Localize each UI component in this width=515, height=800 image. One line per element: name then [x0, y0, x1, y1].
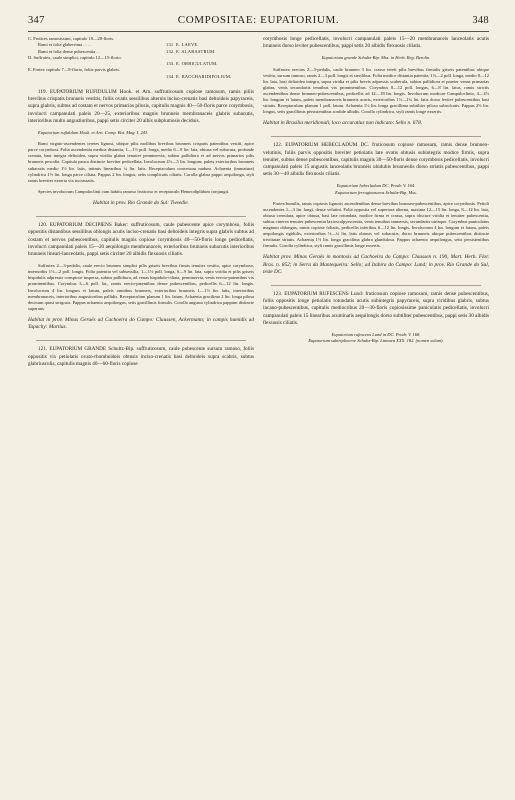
two-column-text	[28, 36, 489, 368]
key-row: Rami et folia dense pubescentia . . 132. E. ALABASTRUM.	[38, 48, 216, 54]
right-column	[263, 36, 489, 368]
key-row: 134. E. BACCHARIDIFOLIUM.	[166, 73, 232, 79]
species-121-diagnosis-cont: corymbosis longe pedicellatis, involucri campanulati paleis 15—20 membranaceis lanceolatis acutis brunneis dorso leviter pubescentibus, pappi setis 20 albidis flexuosis ciliatis.	[263, 36, 489, 50]
species-119-description: Rami virgato-ascendentes teretes lignosi, ubique pilis mollibus brevibus brunneis crispatis patentibus vestiti, apice parce corymbosi. Folia ascendentia medioa distantia, 1—1½ poll. longa, medio 6—9 lin. lata, obtusa vel subacuta, profunde crenata, basi integra deltoidea, supra viridia glabra tenuiter penninervia, subtus pallidiora et ad nervos primarios pilis brunneis pexodia. Capitula pauca distincte breviter pedicellata. Involucrum 4½—5 lin. longum; paleis exterioribus brunneis subacutis medio 1½ lin. latis, intimis linearibus ¼ lin. latis. Receptaculum convexum nudum. Achaenia (immatura) cylindrica 1½ lin. longa parce ciliata. Pappus 2 lin. longus, setis complicatis ciliatis. Corolla glabra pappo aequilonga, styli ramis breviter exserta vix incrassatis.	[28, 141, 254, 183]
running-title: COMPOSITAE: EUPATORIUM.	[177, 14, 340, 26]
key-row: 133. E. ORBICULATUM.	[166, 61, 218, 67]
species-120-description: Suffrutex 2—3-pedalis, caule erecto brunneo simplici pilis griseis brevibus firmis tenuiter vestito, apice corymboso, internodiis 1½—2 poll. longis. Folia patentia vel subsessilia, 1—1½ poll. longa, 6—9 lin. lata, supra viridia et pilis griseis hispidulis adpressis conspicue inspersa, subtus pallidiora, ad venas hispidulo-ciliata, penninervia, venis erecto-patentibus vix prominentibus. Corymbus 3—6 poll. lat., ramis erecto-patentibus dense pubescentibus, pedicellis 6—12 lin. longis. Involucrum 4 lin. longum et latum, paleis omnibus brunneis, exterioribus brunneis 1—1½ lin. latis, interioribus membranaceis, interioribus angustioribus pallidis. Receptaculum planum 1 lin. latum. Achaenia gracilima 2 lin. longa pilosa deorsum quasi strigosis. Pappus achaenio aequilongus, setis gracillimis firmulis. Corolla angusta cylindrica pappum distincte superans.	[28, 263, 254, 311]
species-121-habitat: Habitat in Brasilia meridionali, loco accuratius non indicato: Sello n. 678.	[263, 120, 423, 127]
species-122-synonym-1: Eupatorium hebecladum DC. Prodr. V. 164.	[336, 183, 416, 189]
species-119-diagnosis: 119. EUPATORIUM RUFIDULUM Hook. et Arn. suffruticosum copiose ramosum, ramis piliis brevibus crispatis brunneis vestitis, foliis ovatis sessilibus alternis inciso-crenatis basi deltoideis papyraceis, supra glabris, subtus ad costam et nervos primarios pilosis, capitulis magnis 40—50-floris parce corymbosis, involucri campanulati paleis 20—25, exterioribus magnis brunneis membranaceis glabris subacutis, interioribus multo angustioribus, pappi setis circiter 20 albis subplumosis deciduis.	[28, 89, 254, 124]
left-page-number: 347	[28, 15, 45, 26]
species-121-diagnosis-start: 121. EUPATORIUM GRANDE Schultz-Bip. suffruticosum, caule pubescente sursum ramoso, foliis oppositis vix petiolatis ovato-rhomboideis obtusis inciso-crenatis basi deltoideis supra scabris, subtus glabriusculis, capitulis magnis 40—60-floris copiose	[28, 346, 254, 367]
right-page-number: 348	[472, 15, 489, 26]
header-rule	[28, 31, 489, 32]
species-120-diagnosis: 120. EUPATORIUM DECIPIENS Baker: suffruticosum, caule pubescente apice corymboso, foliis oppositis distantibus sessilibus oblongis acutis inciso-crenatis basi deltoideis integris supra glabris subtus ad costam et nervos pubescentibus, capitulis magnis copiose corymbosis 40—50-floris longe pedicellatis, involucri campanulati paleis 15—20 aequilongis membranaceis, exterioribus brunneis subacutis interioribus brunneis lineari-lanceolatis, pappi setis circiter 20 albidis flexuosis ciliatis.	[28, 222, 254, 257]
key-row: C. Frutices ramosissimi, capitulo 10—20-floris.	[28, 36, 115, 41]
species-122-diagnosis: 122. EUPATORIUM HEBECLADUM DC. fruticosum copiose ramosum, ramis dense brunneo-velutinis, foliis parvis oppositis breviter petiolatis late ovatis obtusis subintegris modice firmis, supra tenuiter, subtus dense pubescentibus, capitulis magnis 30—50-floris dense corymbosis pedicellatis, involucri campanulati paleis 15 angustis lanceolatis brunneis ubidubis brunneolis dorso striatis pubescentibus, pappi setis 30—40 albidis flexuosis ciliatis.	[263, 142, 489, 178]
species-123-diagnosis: 123. EUPATORIUM RUFESCENS Lund: fruticosum copiose ramosum, ramis dense pubescentibus, foliis oppositis longe petiolatis rotundatis acutis subintegris papyraceis, supra viridibus glabris, subtus incano-pubescentibus, capitulis mediocribus 20—30-floris copiosissime paniculatis pedicellatis, involucri campanulati paleis 15 linearibus acuminatis aequilongis dorso subtiliter pubescentibus, pappi setis 30 albidis flexuosis ciliatis.	[263, 291, 489, 326]
species-122-synonym-2: Eupatorium ferruginascens Schultz-Bip. Mss.	[335, 189, 417, 195]
species-119-synonym: Eupatorium rufidulum Hook. et Arn. Comp. Bot. Mag. I. 243.	[38, 130, 149, 136]
species-120-habitat: Habitat in prov. Minas Geraës ad Cachoeira do Campo: Claussen, Ackermann; in campis humidis ad Tapachy: Martius.	[28, 316, 254, 331]
species-121-synonym: Eupatorium grande Schultz-Bip. Mss. in Herb. Reg. Berolin.	[321, 55, 431, 61]
key-row: D. Suffrutex, caule simplici, capitulo 12—15-florio.	[28, 54, 122, 60]
species-119-note: Species involucrum Campuloclinii cum habitu ramoso fruticoso et receptaculo Hemeodiplidum conjungit.	[38, 188, 230, 194]
species-123-synonym-2: Eupatorium subtriplinerve Schultz-Bip. Linnaea XXX. 182. (nomen solum).	[308, 338, 444, 344]
species-122-description: Frutex humilis, ramis copiosis lignosis ascendentibus dense brevibus brunneo-pubescentibus, apice corymbosis. Petioli ascendentes 1—3 lin. longi, dense velutini. Folia opposita vel superiora alterna, maxima 12—15 lin. longa, 8—12 lin. lata, obtusa crenulata, apice obtusa, basi late rotundata, modice firma et crassa, supra obscure viridia et tenuiter pubescentia, subtus cinerea tenuiter pubescentia laxioscalpyescentia, venis tenuibus immersis, secundariis utrinque. Corymbus paniculatus magnum oblongus, ramis copiose foliatis, pedicellis inferibus 6—12 lin. longis. Involucrum 4 lin. longum et latum, paleis aequilongis rigidulis, exterioribus ½—¾ lin. latis obtusis vel subacutis, dorso brunneis ubique pubescentibus distincte trivittatae striatis. Achaenia 1½ lin. longa gracilima glabra glandulosa. Pappus achaenio aequilongus, setis persistentibus firmulis. Corolla cylindrica, styli ramis gracillimis longe exsertis.	[263, 200, 489, 249]
left-column	[28, 36, 254, 368]
species-key	[28, 36, 254, 80]
running-header	[28, 0, 489, 28]
species-119-habitat: Habitat in prov. Rio Grande do Sul: Tweedie.	[93, 199, 189, 206]
key-row: Rami et folia glaberrima . . . . 131. E. LAEVE.	[38, 42, 199, 48]
species-122-habitat: Habitat prov. Minas Geraës in montosis ad Cachoeira do Campo: Claussen n. 190, Mart. Herb. Flor. Bras. n. 852; in Serra da Mantequeira: Sello; ad Itabira do Campo: Lund; in prov. Rio Grande do Sul, teste DC.	[263, 254, 489, 275]
key-row: E. Frutex capitulo 7—8-florio, foliis parvis glabris.	[28, 67, 121, 73]
species-123-synonym-1: Eupatorium rufescens Lund in DC. Prodr. V. 168.	[331, 332, 421, 338]
species-121-description: Suffrutex erectus 2—3-pedalis, caule brunneo 3 lin. crasso tereti pilis brevibus firmulis griseis patentibus ubique vestito, sursum ramoso, ramis 2—3 poll. longis et sterilibus. Folia modice distantia patentia, 1½—2 poll. longa, medio 8—12 lin. lata, basi deltoidea integra, supra viridia et pilis brevis adpressis scaberula, subtus pallidiora et praeter venas primarias glabra, venis secundariis tenuibus vix prominentibus. Corymbus 8—12 poll. longus, 6—8 lin. latus, ramis strictis ascendentibus dense brunneo-pubescentibus, pedicellis ad 12—18 lin. longis. Involucrum modicae Campuloclinio, 4—4½ lin. longum et latum, paleis membranaceis brunneis acutis, exterioribus 1½—1¾ lin. latis dorso leviter pubescentibus basi striatis. Receptaculum planum 1 poll. latum. Achaenia 1½ lin. longa gracillima subtiliter piloso subsulcatis. Pappus 2⅓ lin. longus, setis gracillimis persistentibus sordide albidis. Corolla cylindrica, styli ramis longe exsertis.	[263, 66, 489, 115]
